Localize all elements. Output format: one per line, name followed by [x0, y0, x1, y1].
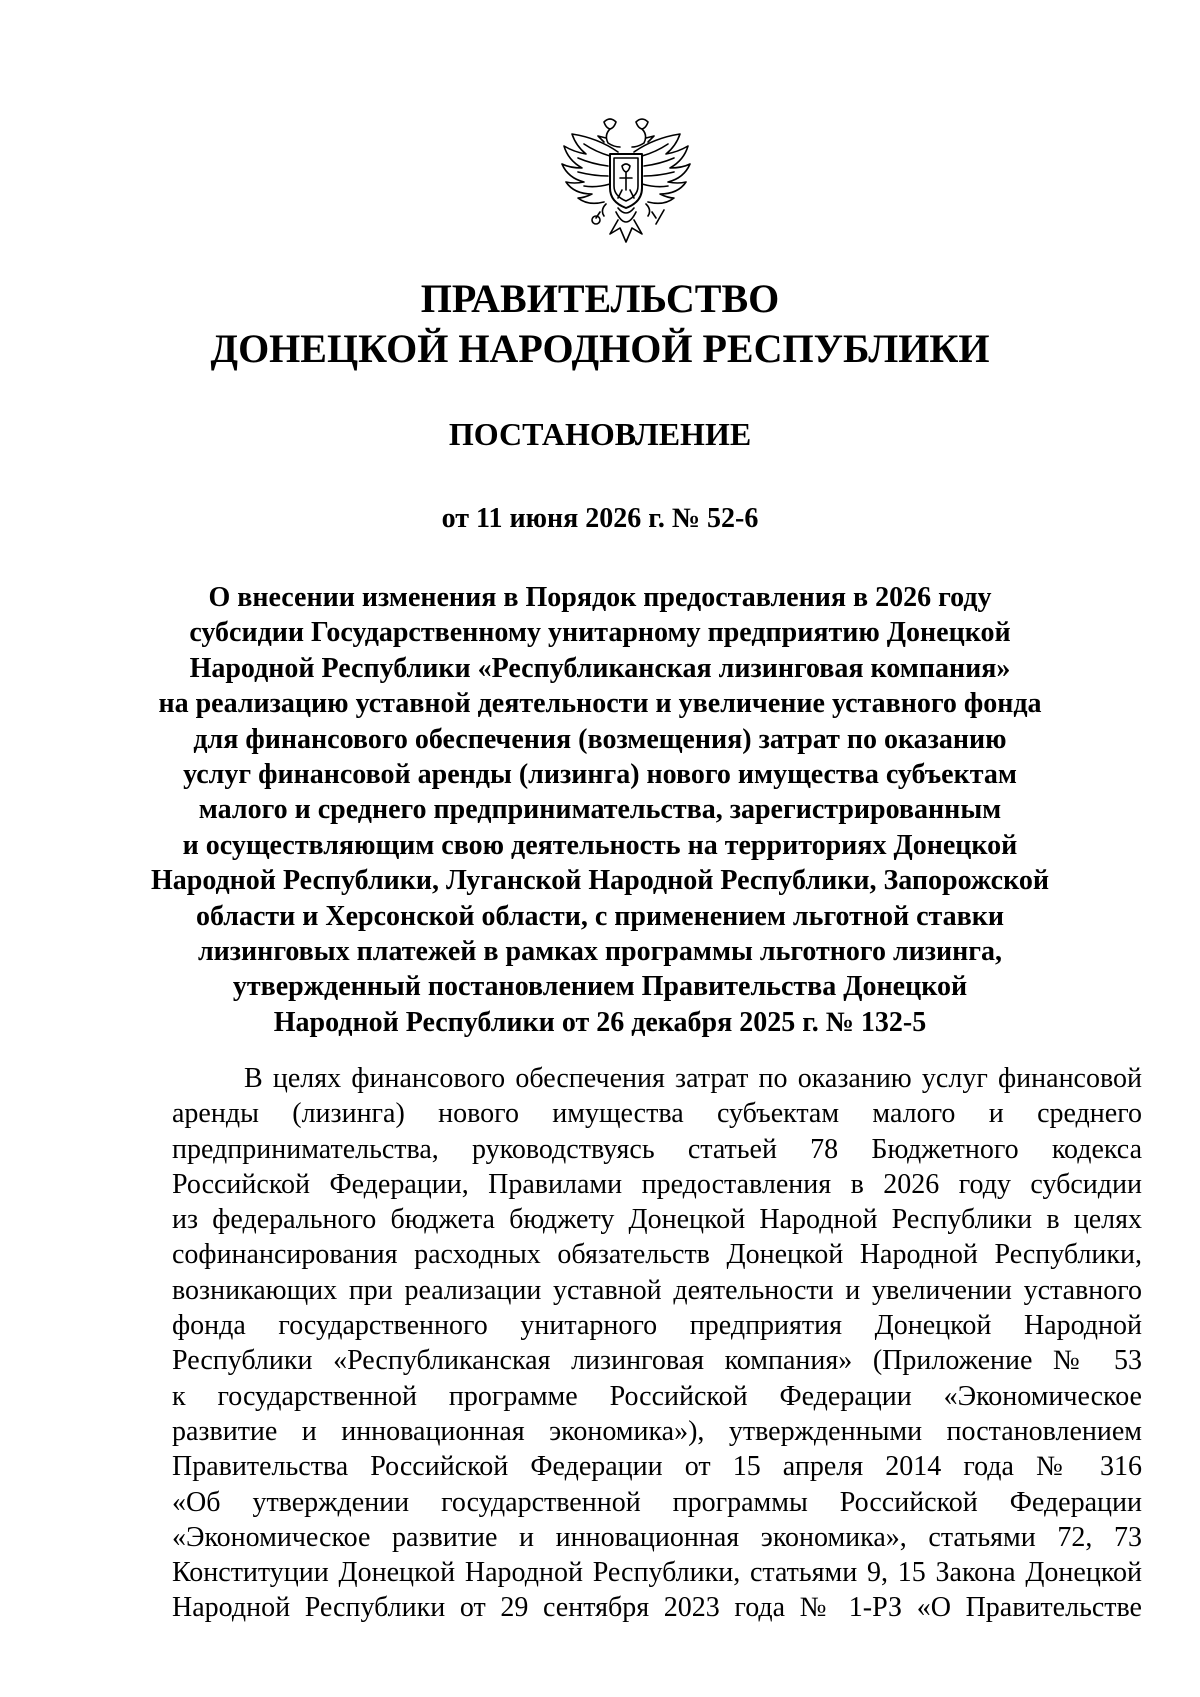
body-line: Народной Республики от 29 сентября 2023 года № 1-РЗ «О Правительстве — [172, 1592, 1142, 1624]
document-date-number: от 11 июня 2026 г. № 52-6 — [441, 503, 759, 534]
body-line: к государственной программе Российской Федерации «Экономическое — [172, 1380, 1142, 1412]
government-title-line2: ДОНЕЦКОЙ НАРОДНОЙ РЕСПУБЛИКИ — [210, 326, 990, 371]
subject-line: малого и среднего предпринимательства, зарегистрированным — [198, 794, 1002, 826]
subject-line: для финансового обеспечения (возмещения) затрат по оказанию — [193, 723, 1007, 755]
subject-line: субсидии Государственному унитарному предприятию Донецкой — [189, 617, 1011, 649]
body-line: возникающих при реализации уставной деятельности и увеличении уставного — [172, 1274, 1142, 1306]
subject-line: лизинговых платежей в рамках программы льготного лизинга, — [197, 936, 1003, 968]
body-line: Республики «Республиканская лизинговая компания» (Приложение № 53 — [172, 1345, 1142, 1377]
body-line: фонда государственного унитарного предприятия Донецкой Народной — [172, 1310, 1142, 1342]
subject-line: Народной Республики, Луганской Народной Республики, Запорожской — [150, 865, 1050, 897]
body-line: Правительства Российской Федерации от 15 апреля 2014 года № 316 — [172, 1451, 1142, 1483]
body-line: «Экономическое развитие и инновационная экономика», статьями 72, 73 — [172, 1521, 1142, 1553]
document-type: ПОСТАНОВЛЕНИЕ — [448, 416, 752, 452]
dpr-coat-of-arms-icon — [560, 112, 692, 262]
body-line: Конституции Донецкой Народной Республики, статьями 9, 15 Закона Донецкой — [172, 1557, 1142, 1589]
body-line: «Об утверждении государственной программы Российской Федерации — [172, 1486, 1142, 1518]
subject-line: на реализацию уставной деятельности и увеличение уставного фонда — [158, 688, 1042, 720]
body-line: из федерального бюджета бюджету Донецкой Народной Республики в целях — [172, 1204, 1142, 1236]
subject-line: О внесении изменения в Порядок предоставления в 2026 году — [208, 582, 992, 613]
body-paragraph — [172, 1061, 1142, 1626]
body-line: Российской Федерации, Правилами предоставления в 2026 году субсидии — [172, 1168, 1142, 1200]
subject-line: услуг финансовой аренды (лизинга) нового имущества субъектам — [183, 759, 1017, 791]
government-title-line1: ПРАВИТЕЛЬСТВО — [420, 276, 780, 321]
body-line: аренды (лизинга) нового имущества субъектам малого и среднего — [172, 1098, 1142, 1130]
subject-line: области и Херсонской области, с применением льготной ставки — [195, 900, 1005, 932]
body-line: В целях финансового обеспечения затрат по оказанию услуг финансовой — [244, 1063, 1142, 1094]
subject-line: утвержденный постановлением Правительства Донецкой — [232, 971, 968, 1003]
body-line: предпринимательства, руководствуясь статьей 78 Бюджетного кодекса — [172, 1133, 1142, 1165]
subject-line: Народной Республики от 26 декабря 2025 г. № 132-5 — [273, 1006, 927, 1038]
subject-line: Народной Республики «Республиканская лизинговая компания» — [189, 652, 1011, 684]
body-line: развитие и инновационная экономика»), утвержденными постановлением — [172, 1415, 1142, 1447]
subject-line: и осуществляющим свою деятельность на территориях Донецкой — [182, 829, 1018, 861]
document-subject — [0, 580, 1200, 1040]
body-line: софинансирования расходных обязательств Донецкой Народной Республики, — [172, 1239, 1142, 1271]
